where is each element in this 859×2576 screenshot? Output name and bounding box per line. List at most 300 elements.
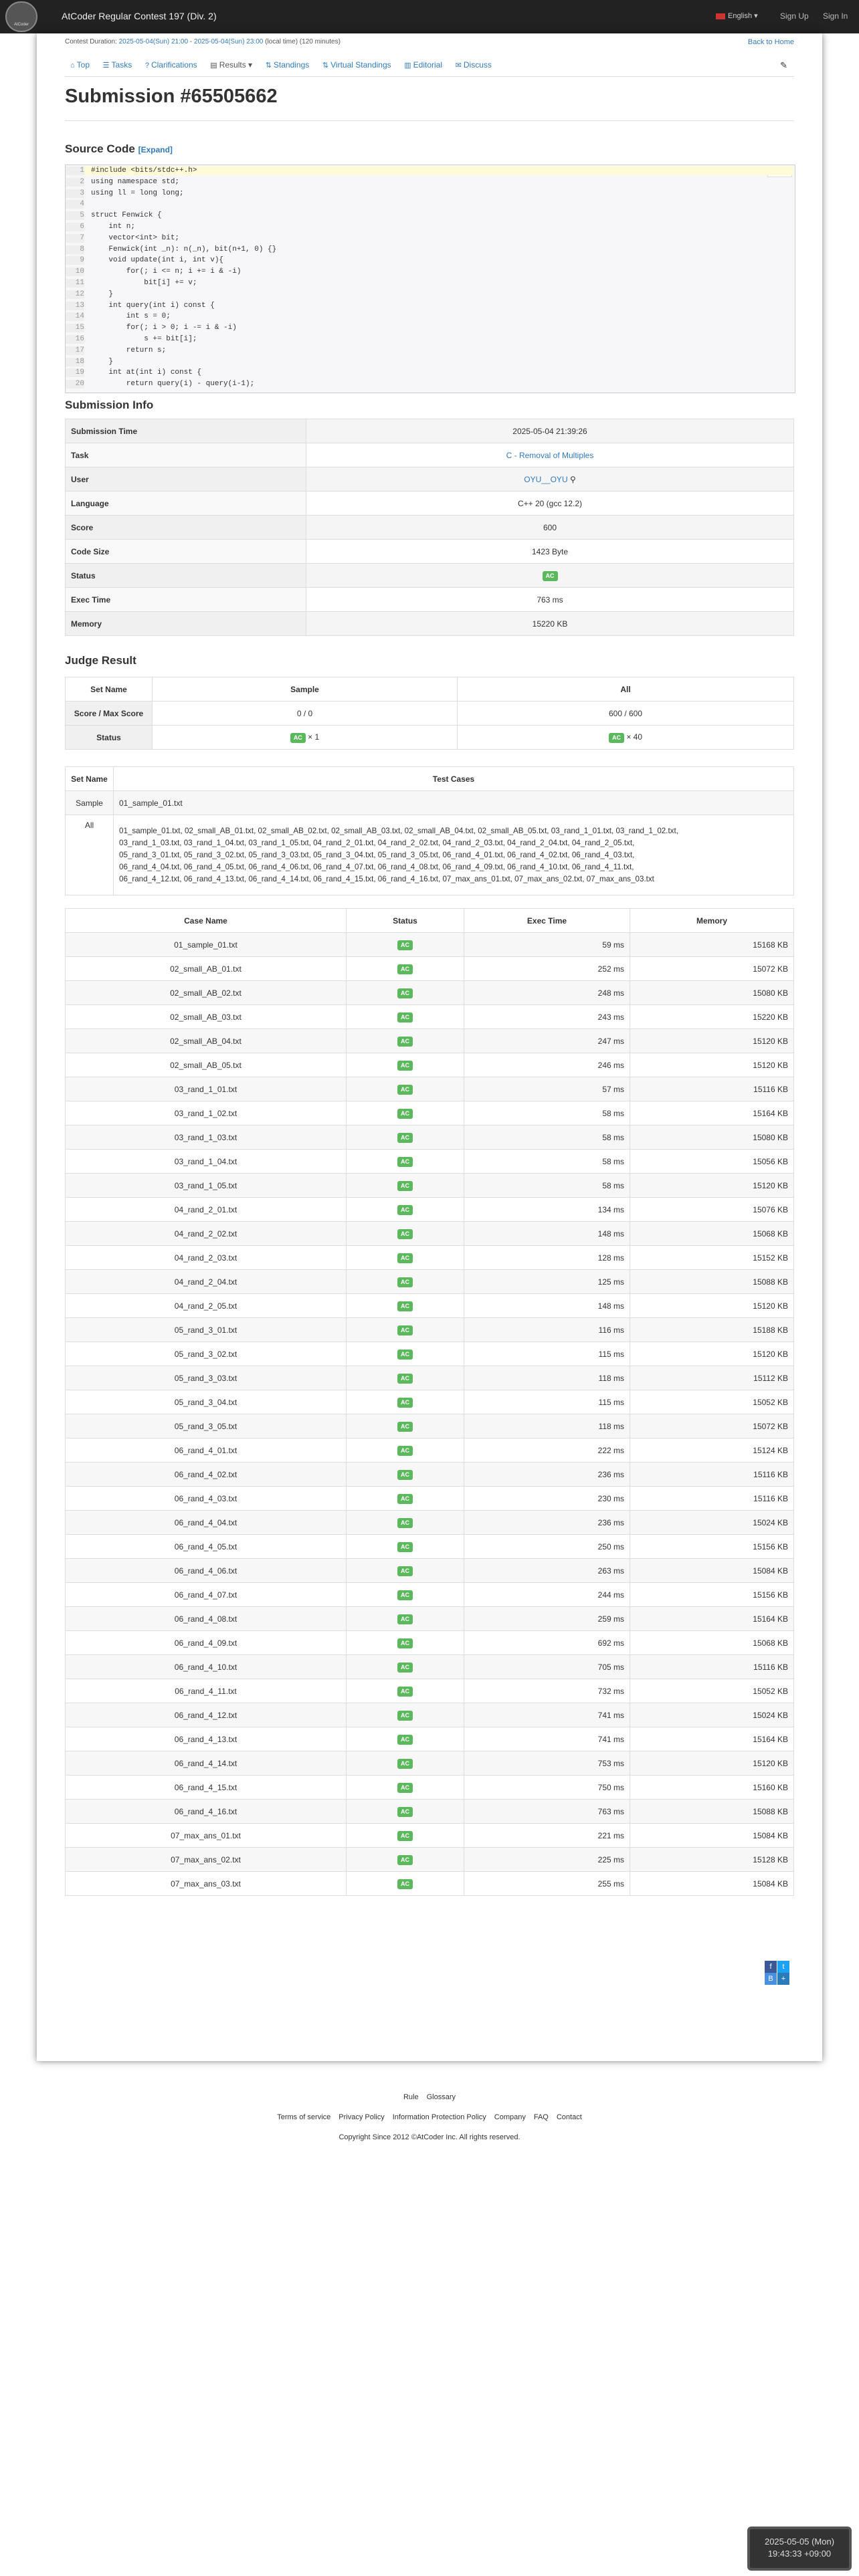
case-exec-time: 248 ms <box>464 981 630 1005</box>
status-badge: AC <box>397 1807 413 1817</box>
case-name: 06_rand_4_13.txt <box>66 1727 347 1751</box>
case-exec-time: 118 ms <box>464 1414 630 1438</box>
case-exec-time: 125 ms <box>464 1270 630 1294</box>
case-name: 04_rand_2_05.txt <box>66 1294 347 1318</box>
case-memory: 15156 KB <box>630 1583 794 1607</box>
case-name: 03_rand_1_04.txt <box>66 1150 347 1174</box>
case-exec-time: 57 ms <box>464 1077 630 1101</box>
results-icon: ▤ <box>210 62 217 70</box>
case-name: 05_rand_3_04.txt <box>66 1390 347 1414</box>
case-memory: 15084 KB <box>630 1824 794 1848</box>
status-badge: AC <box>397 1229 413 1239</box>
info-row <box>66 540 794 564</box>
info-key: Language <box>66 492 306 516</box>
duration-end[interactable]: 2025-05-04(Sun) 23:00 <box>193 38 264 45</box>
code-text: Fenwick(int _n): n(_n), bit(n+1, 0) {} <box>91 245 277 253</box>
status-badge: AC <box>397 1662 413 1673</box>
info-key: Score <box>66 516 306 540</box>
status-badge: AC <box>397 1711 413 1721</box>
case-exec-time: 222 ms <box>464 1438 630 1463</box>
set-cases <box>114 815 794 895</box>
code-text: using namespace std; <box>91 177 180 186</box>
table-row <box>66 1390 794 1414</box>
status-badge: AC <box>397 1470 413 1480</box>
footer-privacy-link[interactable]: Privacy Policy <box>339 2113 385 2121</box>
row-status-label: Status <box>66 726 153 750</box>
line-number: 20 <box>66 380 84 389</box>
source-code-box[interactable] <box>65 165 795 393</box>
atcoder-logo[interactable] <box>5 1 37 32</box>
code-line <box>66 290 793 299</box>
tab-label: Virtual Standings <box>330 60 391 70</box>
case-status <box>347 1463 464 1487</box>
case-status <box>347 1872 464 1896</box>
status-badge: AC <box>397 1398 413 1408</box>
case-memory: 15072 KB <box>630 957 794 981</box>
pin-icon[interactable]: ✎ <box>780 60 787 70</box>
table-row <box>66 1150 794 1174</box>
info-key: Exec Time <box>66 588 306 612</box>
code-text: int n; <box>91 223 136 231</box>
case-memory: 15164 KB <box>630 1727 794 1751</box>
duration-note: (local time) (120 minutes) <box>263 38 341 45</box>
info-value: 2025-05-04 21:39:26 <box>306 419 794 443</box>
question-icon: ? <box>145 62 149 70</box>
judge-result-heading: Judge Result <box>65 654 136 667</box>
code-line <box>66 335 793 344</box>
info-row <box>66 588 794 612</box>
table-row <box>66 1198 794 1222</box>
case-status <box>347 1366 464 1390</box>
status-badge: AC <box>397 1855 413 1865</box>
case-memory: 15088 KB <box>630 1270 794 1294</box>
code-text: for(; i <= n; i += i & -i) <box>91 267 242 276</box>
case-exec-time: 236 ms <box>464 1463 630 1487</box>
case-exec-time: 255 ms <box>464 1872 630 1896</box>
facebook-icon[interactable]: f <box>765 1961 777 1973</box>
case-status <box>347 1174 464 1198</box>
code-line <box>66 302 793 310</box>
case-name: 03_rand_1_05.txt <box>66 1174 347 1198</box>
tab-label: Clarifications <box>151 60 197 70</box>
table-row <box>66 1270 794 1294</box>
case-name: 04_rand_2_02.txt <box>66 1222 347 1246</box>
status-badge: AC <box>397 1735 413 1745</box>
search-icon[interactable]: ⚲ <box>569 474 576 484</box>
footer-info-protection-link[interactable]: Information Protection Policy <box>392 2113 486 2121</box>
case-status <box>347 1222 464 1246</box>
expand-link[interactable]: [Expand] <box>138 145 173 154</box>
case-exec-time: 741 ms <box>464 1703 630 1727</box>
code-text: } <box>91 357 114 366</box>
case-exec-time: 247 ms <box>464 1029 630 1053</box>
case-name: 02_small_AB_02.txt <box>66 981 347 1005</box>
case-name: 07_max_ans_02.txt <box>66 1848 347 1872</box>
col-status: Status <box>347 909 464 933</box>
case-exec-time: 250 ms <box>464 1535 630 1559</box>
line-number: 17 <box>66 346 84 355</box>
case-memory: 15056 KB <box>630 1150 794 1174</box>
case-name: 06_rand_4_12.txt <box>66 1703 347 1727</box>
status-badge: AC <box>397 1061 413 1071</box>
status-badge: AC <box>397 1542 413 1552</box>
case-name: 02_small_AB_05.txt <box>66 1053 347 1077</box>
tab-editorial[interactable] <box>399 56 448 74</box>
case-exec-time: 59 ms <box>464 933 630 957</box>
case-memory: 15068 KB <box>630 1222 794 1246</box>
status-badge: AC <box>397 1879 413 1889</box>
line-number: 5 <box>66 211 84 220</box>
case-name: 06_rand_4_16.txt <box>66 1800 347 1824</box>
case-status <box>347 1607 464 1631</box>
sign-up-link[interactable]: Sign Up <box>780 11 809 21</box>
table-row <box>66 1848 794 1872</box>
case-memory: 15080 KB <box>630 1125 794 1150</box>
case-exec-time: 732 ms <box>464 1679 630 1703</box>
case-status <box>347 1800 464 1824</box>
status-badge: AC <box>397 1374 413 1384</box>
tab-tasks[interactable] <box>98 56 138 74</box>
status-badge: AC <box>397 1181 413 1191</box>
tab-top[interactable] <box>65 56 95 74</box>
case-exec-time: 225 ms <box>464 1848 630 1872</box>
case-name: 06_rand_4_11.txt <box>66 1679 347 1703</box>
status-badge: AC <box>397 1012 413 1023</box>
code-text: int query(int i) const { <box>91 301 215 310</box>
tab-standings[interactable] <box>260 56 315 74</box>
col-set-name: Set Name <box>66 677 153 702</box>
case-exec-time: 148 ms <box>464 1294 630 1318</box>
code-text: for(; i > 0; i -= i & -i) <box>91 324 237 332</box>
table-row <box>66 1438 794 1463</box>
line-number: 14 <box>66 312 84 321</box>
status-badge: AC <box>397 988 413 998</box>
table-row <box>66 1655 794 1679</box>
clock-date: 2025-05-05 (Mon) <box>764 2537 835 2547</box>
footer-terms-link[interactable]: Terms of service <box>277 2113 331 2121</box>
case-name: 06_rand_4_09.txt <box>66 1631 347 1655</box>
case-status <box>347 957 464 981</box>
case-name: 06_rand_4_07.txt <box>66 1583 347 1607</box>
tab-label: Discuss <box>463 60 492 70</box>
case-exec-time: 692 ms <box>464 1631 630 1655</box>
line-number: 9 <box>66 256 84 265</box>
set-name: Sample <box>66 791 114 815</box>
info-key: Code Size <box>66 540 306 564</box>
line-number: 11 <box>66 279 84 288</box>
tab-clarifications[interactable] <box>140 56 203 74</box>
case-name: 06_rand_4_08.txt <box>66 1607 347 1631</box>
footer-faq-link[interactable]: FAQ <box>533 2113 549 2121</box>
case-name: 02_small_AB_01.txt <box>66 957 347 981</box>
case-memory: 15120 KB <box>630 1053 794 1077</box>
table-row <box>66 1053 794 1077</box>
page-title: Submission #65505662 <box>65 86 278 107</box>
code-line <box>66 368 793 377</box>
footer-rule-link[interactable]: Rule <box>403 2093 419 2101</box>
home-icon: ⌂ <box>70 62 75 70</box>
case-status <box>347 1559 464 1583</box>
case-exec-time: 246 ms <box>464 1053 630 1077</box>
source-code-heading <box>65 142 173 156</box>
set-cases-line: 03_rand_1_03.txt, 03_rand_1_04.txt, 03_rand_1_05.txt, 04_rand_2_01.txt, 04_rand_2_02.txt, 04_rand_2_03.txt, 04_rand_2_04.txt, 04_rand_2_05.txt, <box>119 838 635 847</box>
case-memory: 15116 KB <box>630 1655 794 1679</box>
set-cases: 01_sample_01.txt <box>114 791 794 815</box>
status-badge: AC <box>397 1350 413 1360</box>
table-row <box>66 1583 794 1607</box>
status-badge: AC <box>397 1422 413 1432</box>
case-name: 04_rand_2_03.txt <box>66 1246 347 1270</box>
code-line <box>66 189 793 198</box>
table-row <box>66 1631 794 1655</box>
contest-duration <box>65 38 341 45</box>
code-line <box>66 267 793 276</box>
status-badge: AC <box>397 1759 413 1769</box>
sample-score: 0 / 0 <box>153 702 458 726</box>
plus-icon[interactable]: + <box>777 1973 789 1985</box>
code-text: } <box>91 290 114 298</box>
case-name: 02_small_AB_03.txt <box>66 1005 347 1029</box>
col-set-name: Set Name <box>66 767 114 791</box>
table-row <box>66 933 794 957</box>
case-status <box>347 1318 464 1342</box>
line-number: 8 <box>66 245 84 254</box>
table-row <box>66 1246 794 1270</box>
status-badge: AC <box>609 733 624 743</box>
line-number: 19 <box>66 368 84 377</box>
info-row <box>66 564 794 588</box>
case-memory: 15120 KB <box>630 1342 794 1366</box>
case-memory: 15052 KB <box>630 1390 794 1414</box>
code-line <box>66 380 793 389</box>
case-exec-time: 236 ms <box>464 1511 630 1535</box>
case-status <box>347 933 464 957</box>
table-row <box>66 1125 794 1150</box>
case-exec-time: 243 ms <box>464 1005 630 1029</box>
code-text: vector<int> bit; <box>91 233 180 242</box>
col-case-name: Case Name <box>66 909 347 933</box>
duration-start[interactable]: 2025-05-04(Sun) 21:00 <box>118 38 189 45</box>
line-number: 13 <box>66 302 84 310</box>
footer <box>0 2093 859 2153</box>
table-row <box>66 1366 794 1390</box>
all-score: 600 / 600 <box>458 702 794 726</box>
code-line <box>66 223 793 231</box>
line-number: 4 <box>66 200 84 209</box>
back-to-home-link[interactable]: Back to Home <box>747 38 794 46</box>
table-row <box>66 1294 794 1318</box>
tab-discuss[interactable] <box>450 56 497 74</box>
row-score-label: Score / Max Score <box>66 702 153 726</box>
case-name: 06_rand_4_10.txt <box>66 1655 347 1679</box>
case-memory: 15188 KB <box>630 1318 794 1342</box>
case-exec-time: 753 ms <box>464 1751 630 1776</box>
status-badge: AC <box>397 1325 413 1335</box>
set-cases-line: 05_rand_3_01.txt, 05_rand_3_02.txt, 05_rand_3_03.txt, 05_rand_3_04.txt, 05_rand_3_05.txt, 06_rand_4_01.txt, 06_rand_4_02.txt, 06_rand_4_03.txt, <box>119 850 635 859</box>
case-memory: 15128 KB <box>630 1848 794 1872</box>
table-row <box>66 981 794 1005</box>
case-status <box>347 981 464 1005</box>
footer-contact-link[interactable]: Contact <box>556 2113 582 2121</box>
line-number: 6 <box>66 223 84 231</box>
test-sets-table <box>65 766 794 895</box>
table-row <box>66 1342 794 1366</box>
case-exec-time: 134 ms <box>464 1198 630 1222</box>
table-row <box>66 1559 794 1583</box>
status-badge: AC <box>397 1566 413 1576</box>
case-name: 05_rand_3_03.txt <box>66 1366 347 1390</box>
case-name: 04_rand_2_04.txt <box>66 1270 347 1294</box>
case-exec-time: 58 ms <box>464 1150 630 1174</box>
tab-virtual-standings[interactable] <box>317 56 397 74</box>
case-status <box>347 1029 464 1053</box>
case-name: 06_rand_4_01.txt <box>66 1438 347 1463</box>
hatena-icon[interactable]: B <box>765 1973 777 1985</box>
info-key: Submission Time <box>66 419 306 443</box>
case-status <box>347 1727 464 1751</box>
user-link[interactable]: OYU__OYU <box>524 474 568 484</box>
case-memory: 15120 KB <box>630 1174 794 1198</box>
table-row <box>66 1872 794 1896</box>
tab-results[interactable]: ▤ Results ▾ <box>210 60 253 70</box>
set-cases-line: 06_rand_4_12.txt, 06_rand_4_13.txt, 06_rand_4_14.txt, 06_rand_4_15.txt, 06_rand_4_16.txt, 07_max_ans_01.txt, 07_max_ans_02.txt, 07_max_ans_03.txt <box>119 874 654 883</box>
case-status <box>347 1390 464 1414</box>
tab-label: Top <box>76 60 90 70</box>
col-sample: Sample <box>153 677 458 702</box>
line-number: 15 <box>66 324 84 332</box>
case-memory: 15120 KB <box>630 1751 794 1776</box>
case-status <box>347 1150 464 1174</box>
info-row <box>66 419 794 443</box>
case-status <box>347 1511 464 1535</box>
clock-widget <box>747 2527 852 2571</box>
col-test-cases: Test Cases <box>114 767 794 791</box>
sort-icon: ⇅ <box>322 62 329 70</box>
status-badge: AC <box>397 1133 413 1143</box>
case-exec-time: 115 ms <box>464 1390 630 1414</box>
info-key: Task <box>66 443 306 467</box>
footer-glossary-link[interactable]: Glossary <box>426 2093 456 2101</box>
case-status <box>347 1342 464 1366</box>
case-memory: 15072 KB <box>630 1414 794 1438</box>
case-name: 03_rand_1_02.txt <box>66 1101 347 1125</box>
code-line <box>66 167 793 175</box>
table-row <box>66 1318 794 1342</box>
status-badge: AC <box>397 1109 413 1119</box>
table-row <box>66 1463 794 1487</box>
case-memory: 15116 KB <box>630 1077 794 1101</box>
case-exec-time: 221 ms <box>464 1824 630 1848</box>
table-row <box>66 1535 794 1559</box>
line-number: 1 <box>66 167 84 175</box>
line-number: 18 <box>66 358 84 366</box>
case-status <box>347 1631 464 1655</box>
table-row <box>66 1174 794 1198</box>
duration-separator: - <box>188 38 194 45</box>
case-memory: 15052 KB <box>630 1679 794 1703</box>
case-status <box>347 1535 464 1559</box>
case-memory: 15156 KB <box>630 1535 794 1559</box>
col-exec-time: Exec Time <box>464 909 630 933</box>
language-label: English <box>728 12 753 20</box>
code-line <box>66 245 793 254</box>
case-status <box>347 1198 464 1222</box>
case-memory: 15120 KB <box>630 1294 794 1318</box>
line-number: 16 <box>66 335 84 344</box>
code-line <box>66 178 793 187</box>
info-key: Status <box>66 564 306 588</box>
case-memory: 15088 KB <box>630 1800 794 1824</box>
footer-company-link[interactable]: Company <box>494 2113 526 2121</box>
case-name: 01_sample_01.txt <box>66 933 347 957</box>
status-badge: AC <box>397 1494 413 1504</box>
language-dropdown[interactable]: English ▾ <box>716 11 758 20</box>
info-key: Memory <box>66 612 306 636</box>
case-name: 06_rand_4_05.txt <box>66 1535 347 1559</box>
case-name: 06_rand_4_04.txt <box>66 1511 347 1535</box>
case-status <box>347 1487 464 1511</box>
status-badge: AC <box>397 1518 413 1528</box>
info-value: 15220 KB <box>306 612 794 636</box>
set-cases-line: 06_rand_4_04.txt, 06_rand_4_05.txt, 06_rand_4_06.txt, 06_rand_4_07.txt, 06_rand_4_08.txt, 06_rand_4_09.txt, 06_rand_4_10.txt, 06_rand_4_11.txt, <box>119 862 634 871</box>
task-link[interactable]: C - Removal of Multiples <box>506 450 594 460</box>
comment-icon: ✉ <box>455 62 462 70</box>
info-row <box>66 612 794 636</box>
table-row <box>66 1703 794 1727</box>
code-line <box>66 324 793 332</box>
case-memory: 15112 KB <box>630 1366 794 1390</box>
case-exec-time: 263 ms <box>464 1559 630 1583</box>
case-memory: 15116 KB <box>630 1463 794 1487</box>
case-exec-time: 763 ms <box>464 1800 630 1824</box>
info-row <box>66 492 794 516</box>
table-row <box>66 1751 794 1776</box>
case-name: 05_rand_3_05.txt <box>66 1414 347 1438</box>
case-status <box>347 1703 464 1727</box>
status-badge: AC <box>397 1687 413 1697</box>
code-line <box>66 346 793 355</box>
share-buttons <box>765 1961 794 1985</box>
code-line <box>66 358 793 366</box>
judge-summary-table <box>65 677 794 750</box>
contest-tabs <box>65 56 794 77</box>
code-text: return s; <box>91 346 167 354</box>
contest-name[interactable]: AtCoder Regular Contest 197 (Div. 2) <box>62 11 217 21</box>
info-row <box>66 516 794 540</box>
case-name: 05_rand_3_02.txt <box>66 1342 347 1366</box>
case-status <box>347 1294 464 1318</box>
case-name: 07_max_ans_01.txt <box>66 1824 347 1848</box>
line-number: 2 <box>66 178 84 187</box>
case-exec-time: 259 ms <box>464 1607 630 1631</box>
case-memory: 15116 KB <box>630 1487 794 1511</box>
twitter-icon[interactable]: t <box>777 1961 789 1973</box>
code-line <box>66 279 793 288</box>
line-number: 10 <box>66 267 84 276</box>
status-badge: AC <box>397 1446 413 1456</box>
case-name: 03_rand_1_01.txt <box>66 1077 347 1101</box>
case-exec-time: 128 ms <box>464 1246 630 1270</box>
set-name: All <box>66 815 114 895</box>
case-status <box>347 1848 464 1872</box>
case-memory: 15024 KB <box>630 1703 794 1727</box>
table-row <box>66 1029 794 1053</box>
line-number: 7 <box>66 234 84 243</box>
sign-in-link[interactable]: Sign In <box>823 11 848 21</box>
table-row <box>66 1824 794 1848</box>
case-memory: 15076 KB <box>630 1198 794 1222</box>
case-memory: 15084 KB <box>630 1559 794 1583</box>
